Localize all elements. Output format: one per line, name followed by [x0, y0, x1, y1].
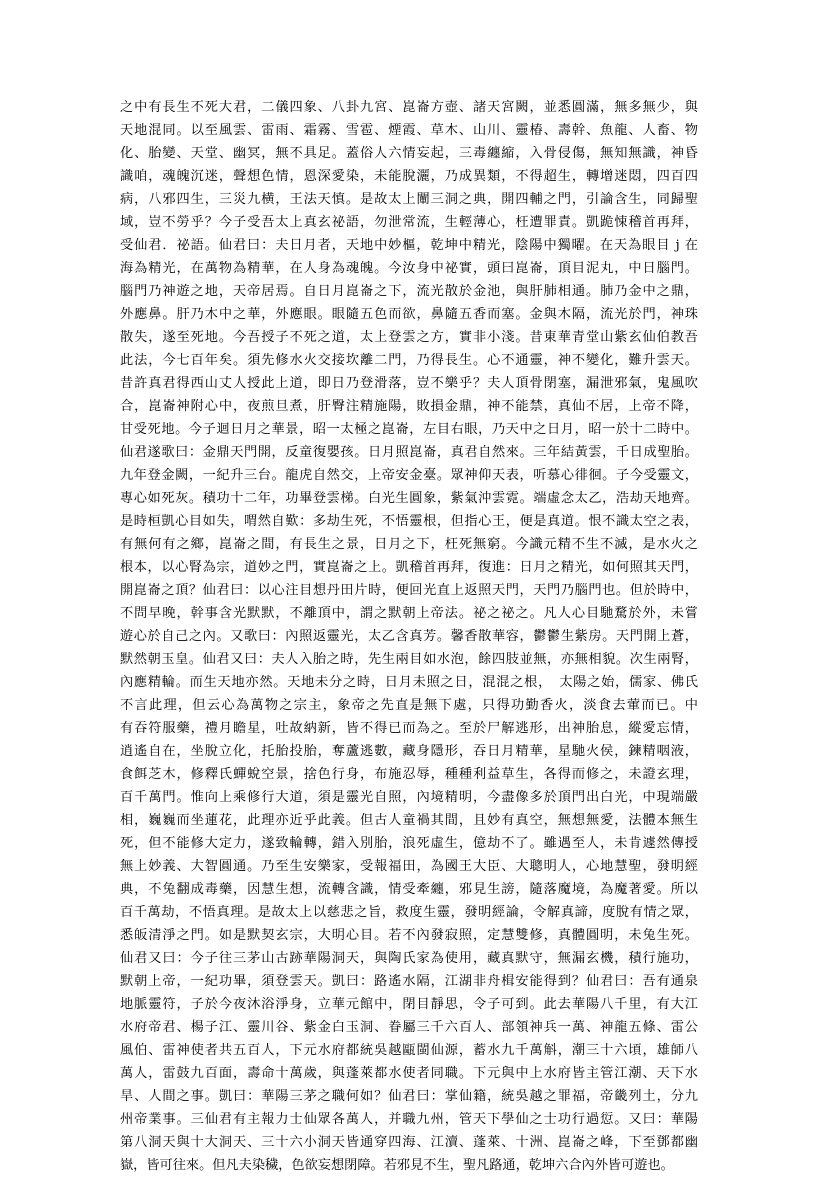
- text-line: 合，崑崙神附心中，夜煎旦煮，肝臀注精施陽，敗損金鼎，神不能禁，真仙不居，上帝不降，: [120, 399, 698, 414]
- text-line: 根本，以心腎為宗，道妙之門，實崑崙之上。凱稽首再拜，復進：日月之精光，如何照其天門，: [120, 560, 698, 575]
- text-line: 有吞符服藥，禮月瞻星，吐故納新，皆不得已而為之。至於尸解逃形，出神胎息，縱愛忘情，: [120, 721, 698, 736]
- text-line: 九年登金闕，一紀升三台。龍虎自然交，上帝安金臺。眾神仰天表，听慕心徘徊。子今受靈文，: [120, 468, 698, 483]
- text-line: 地脈靈符，子於今夜沐浴淨身，立華元館中，閉目靜思，令子可到。此去華陽八千里，有大江: [120, 997, 698, 1012]
- text-line: 死，但不能修大定力，遂致輪轉，錯入別胎，浪死虛生，億劫不了。雖遇至人，未肯遽然傳授: [120, 836, 698, 851]
- text-line: 有無何有之鄉，崑崙之間，有長生之景，日月之下，枉死無窮。今識元精不生不滅，是水火之: [120, 537, 698, 552]
- text-line: 相，巍巍而坐蓮花，此理亦近乎此義。但古人童禍其間，且妙有真空，無想無愛，法體本無生: [120, 813, 698, 828]
- text-line: 腦門乃神遊之地，天帝居焉。自日月崑崙之下，流光散於金池，與肝肺相通。肺乃金中之鼎，: [120, 284, 698, 299]
- text-line: 散失，遂至死地。今吾授子不死之道，太上登雲之方，實非小淺。昔東華青堂山紫玄仙伯教吾: [120, 330, 698, 345]
- text-line: 遊心於自己之內。又歌曰：內照返靈光，太乙含真芳。馨香散華容，鬱鬱生紫房。天門開上蒼，: [120, 629, 698, 644]
- text-line: 受仙君．祕語。仙君曰：夫日月者，天地中妙樞，乾坤中精光，陰陽中獨曜。在天為眼目 j 在: [120, 238, 698, 253]
- text-line: 默朝上帝，一紀功畢，須登雲天。凱曰：路遙水隔，江湖非舟楫安能得到？仙君曰：吾有通泉: [120, 974, 698, 989]
- text-line: 甘受死地。今子迴日月之華景，昭一太極之崑崙，左目右眼，乃天中之日月，昭一於十二時中。: [120, 422, 698, 437]
- text-line: 默然朝玉皇。仙君又曰：夫人入胎之時，先生兩目如水泡，餘四肢並無，亦無相貌。次生兩腎，: [120, 652, 698, 667]
- text-line: 典，不兔翻成毒藥，因慧生想，流轉含識，情受牽纏，邪見生謗，隨落魔境，為魔著愛。所以: [120, 882, 698, 897]
- text-line: 悉皈清淨之門。如是默契玄宗，大明心目。若不內發寂照，定慧雙修，真體圓明，未兔生死。: [120, 928, 698, 943]
- text-line: 萬人，雷鼓九百面，壽命十萬歲，與蓬萊都水使者同職。下元與中上水府皆主管江潮、天下水: [120, 1066, 698, 1081]
- text-line: 無上妙義、大智圓通。乃至生安樂家，受報福田，為國王大臣、大聰明人，心地慧聖，發明經: [120, 859, 698, 874]
- text-line: 海為精光，在萬物為精華，在人身為魂魄。今汝身中祕實，頭曰崑崙，頂目泥丸，中日腦門。: [120, 261, 698, 276]
- text-line: 專心如死灰。積功十二年，功畢登雲梯。白光生圓象，紫氣沖雲霓。端虛念太乙，浩劫天地齊。: [120, 491, 698, 506]
- text-line: 食餌芝木，修釋氏蟬蛻空景，捨色行身，布施忍辱，種種利益草生，各得而修之，未證玄理，: [120, 767, 698, 782]
- text-line: 逍遙自在，坐脫立化，托胎投胎，奪蘆逃數，藏身隱形，吞日月精華，星馳火侯，鍊精咽液，: [120, 744, 698, 759]
- text-line: 風伯、雷神使者共五百人，下元水府都統吳越甌閩仙源，蓄水九千萬斛，潮三十六頃，雄師八: [120, 1043, 698, 1058]
- text-line: 旱、人間之事。凱曰：華陽三茅之職何如？仙君曰：掌仙籍，統吳越之罪福，帝畿列土，分九: [120, 1089, 698, 1104]
- text-line: 百千萬門。惟向上乘修行大道，須是靈光自照，內境精明，今盡像多於頂門出白光，中現端嚴: [120, 790, 698, 805]
- text-line: 域，豈不勞乎？今子受吾太上真玄祕語，勿泄常流，生輕薄心，枉遭罪責。凱跪悚稽首再拜，: [120, 215, 698, 230]
- text-line: 嶽，皆可往來。但凡夫染穢，色欲妄想閉障。若邪見不生，聖凡路通，乾坤六合內外皆可遊也。: [120, 1158, 674, 1173]
- text-line: 化、胎變、天堂、幽冥，無不具足。蓋俗人六情妄起，三毒纏縮，入骨侵傷，無知無識，神昏: [120, 146, 698, 161]
- text-line: 是時桓凱心目如失，喟然自歎：多劫生死，不悟靈根，但指心王，便是真道。恨不識太空之表，: [120, 514, 698, 529]
- text-line: 昔許真君得西山丈人授此上道，即日乃登滑落，豈不樂乎？夫人頂骨閉塞，漏泄邪氣，鬼風吹: [120, 376, 698, 391]
- text-line: 此法，今七百年矣。須先修水火交接坎離二門，乃得長生。心不通靈，神不變化，難升雲天。: [120, 353, 698, 368]
- text-line: 不言此理，但云心為萬物之宗主，象帝之先直是無下處，只得功勤香火，淡食去葷而已。中: [120, 698, 698, 713]
- text-line: 州帝業事。三仙君有主報力士仙眾各萬人，并職九州，管天下學仙之士功行過愆。又曰：華陽: [120, 1112, 698, 1127]
- text-line: 天地混同。以至風雲、雷雨、霜霧、雪雹、煙霞、草木、山川、靈椿、壽幹、魚龍、人畜、物: [120, 123, 698, 138]
- text-line: 病，八邪四生，三災九横，王法天慎。是故太上闡三洞之典，開四輔之門，引論含生，同歸聖: [120, 192, 698, 207]
- text-line: 第八洞天與十大洞天、三十六小洞天皆通穿四海、江瀆、蓬萊、十洲、崑崙之峰，下至鄧都幽: [120, 1135, 698, 1150]
- text-line: 識咱，魂魄沉迷，聲想色情，恩深愛染，未能脫灑，乃成異類，不得超生，轉增迷悶，四百四: [120, 169, 698, 184]
- text-line: 開崑崙之頂？仙君曰：以心注目想丹田片時，便回光直上返照天門，天門乃腦門也。但於時中，: [120, 583, 698, 598]
- text-line: 外應鼻。肝乃木中之華，外應眼。眼隨五色而欲，鼻隨五香而塞。金與木隔，流光於門，神珠: [120, 307, 698, 322]
- text-line: 仙君又曰：今子往三茅山古跡華陽洞天，與陶氏家為使用，藏真默守，無漏玄機，積行施功，: [120, 951, 698, 966]
- text-line: 不問早晚，幹事含光默默，不離頂中，謂之默朝上帝法。祕之祕之。凡人心目馳騖於外，未嘗: [120, 606, 698, 621]
- text-line: 之中有長生不死大君，二儀四象、八卦九宮、崑崙方壺、諸天宮闕，並悉圓滿，無多無少，與: [120, 100, 698, 115]
- document-page: [120, 96, 698, 1173]
- text-line: 水府帝君、楊子江、靈川谷、紫金白玉洞、眷屬三千六百人、部領神兵一萬、神龍五條、雷公: [120, 1020, 698, 1035]
- text-line: 仙君遂歌曰：金鼎天門開，反童復嬰孩。日月照崑崙，真君自然來。三年結黃雲，千日成聖胎。: [120, 445, 698, 460]
- text-line: 百千萬劫，不悟真理。是故太上以慈悲之旨，救度生靈，發明經論，令解真諦，度脫有情之眾，: [120, 905, 698, 920]
- text-line: 內應精輪。而生天地亦然。天地未分之時，日月未照之日，混混之根， 太陽之始，儒家、佛氏: [120, 675, 698, 690]
